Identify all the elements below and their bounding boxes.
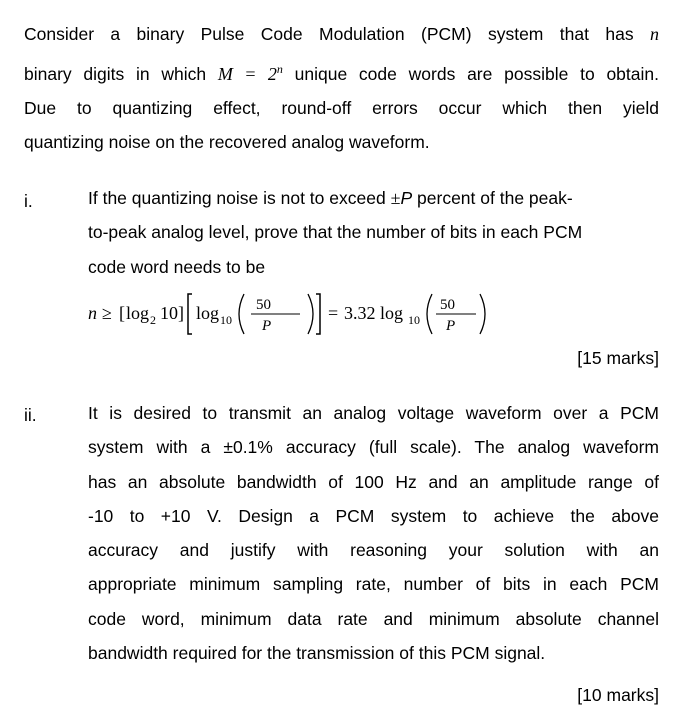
part-ii-line-2a: system with a [88,437,211,458]
part-ii-line-5: accuracy and justify with reasoning your solution with an [88,540,659,561]
paren-right-2 [480,294,485,334]
formula-sub-10: 10 [220,313,232,327]
intro-line-3: Due to quantizing effect, round-off errors occur which then yield [24,97,659,118]
part-i-marks: [15 marks] [577,348,659,368]
formula-log: log [126,303,150,323]
part-ii-marks: [10 marks] [577,685,659,705]
intro-line-1 [24,17,659,52]
intro-line-2 [24,52,659,91]
formula-sub-10b: 10 [408,313,420,327]
formula-equals: = [328,303,339,323]
part-ii-line-1: It is desired to transmit an analog voltage waveform over a PCM [88,403,659,423]
intro-line-2b: unique code words are possible to obtain. [294,63,659,84]
part-ii-line-3: has an absolute bandwidth of 100 Hz and an amplitude range of [88,471,659,492]
formula-bracket-close: ] [178,303,184,323]
formula-n: n [88,303,97,323]
formula-bracket-open: [ [119,303,125,323]
frac2-num: 50 [440,297,455,313]
math-sup-n: n [276,61,283,76]
math-m-equals: M = 2 [217,63,277,84]
formula-log10: log [196,303,220,323]
intro-line-2a: binary digits in which [24,63,207,84]
frac1-den: P [262,318,272,334]
part-ii-text [88,396,659,670]
part-ii-line-4: -10 to +10 V. Design a PCM system to achieve the above [88,505,659,526]
frac1-num: 50 [256,297,271,313]
part-i-line-3: code word needs to be [88,256,266,277]
accuracy-value: ±0.1 [223,437,258,458]
tall-bracket-left [188,294,192,334]
part-ii-line-8: bandwidth required for the transmission of this PCM signal. [88,643,546,664]
part-i-line-1 [88,181,659,215]
formula-n-bits [88,286,508,338]
formula-svg [88,286,508,338]
part-i-line-2: to-peak analog level, prove that the number of bits in each PCM [88,222,583,243]
intro-paragraph [24,17,659,160]
part-ii-line-2 [88,430,659,464]
frac2-den: P [446,318,456,334]
part-ii-number: ii. [24,405,37,425]
part-ii-line-6: appropriate minimum sampling rate, number of bits in each PCM [88,574,659,595]
formula-coef: 3.32 log [344,303,404,323]
part-i-line-1a: If the quantizing noise is not to exceed [88,188,386,208]
intro-line-4: quantizing noise on the recovered analog waveform. [24,132,430,153]
paren-right-1 [308,294,313,334]
plus-minus-symbol: ± [390,188,401,208]
paren-left-2 [427,294,432,334]
formula-ten: 10 [160,303,178,323]
part-i-text [88,181,659,284]
formula-geq: ≥ [102,303,112,323]
part-i-line-1b: percent of the peak- [417,188,573,208]
formula-sub-2: 2 [150,313,156,327]
paren-left-1 [239,294,244,334]
intro-line-1-text: Consider a binary Pulse Code Modulation (PCM) system that has [24,24,634,44]
part-ii-line-7: code word, minimum data rate and minimum absolute channel [88,608,659,629]
tall-bracket-right [316,294,320,334]
var-p: P [400,188,413,208]
var-n: n [649,24,659,44]
part-i-number: i. [24,191,33,211]
part-ii-line-2b: % accuracy (full scale). The analog waveform [257,437,659,458]
